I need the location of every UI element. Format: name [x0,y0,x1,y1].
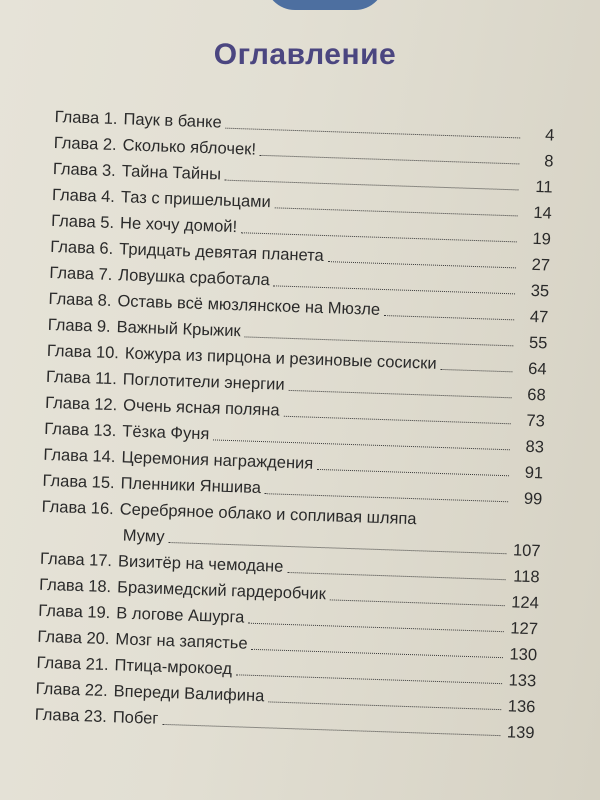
chapter-title: Важный Крыжик [116,318,241,341]
chapter-title: Впереди Валифина [113,682,265,706]
toc-entry-label [47,316,241,341]
toc-entry-label [53,134,256,160]
page-number: 133 [508,671,537,691]
chapter-number: Глава 19. [37,601,111,623]
dot-leader [268,701,501,710]
chapter-number: Глава 21. [36,653,109,675]
chapter-number: Глава 2. [53,133,117,155]
dot-leader [213,439,510,450]
toc-entry-label [54,108,222,133]
chapter-title: Мозг на запястье [115,630,248,653]
toc-entry-label [51,212,238,237]
table-of-contents [34,106,554,746]
chapter-number: Глава 11. [45,367,118,389]
toc-entry-label [37,628,248,654]
dot-leader [251,649,503,658]
chapter-title: Пленники Яншива [120,474,262,498]
page-number: 107 [512,541,541,561]
chapter-title: Таз с пришельцами [120,188,272,212]
page-number: 83 [525,437,545,457]
page-number: 14 [533,203,553,223]
page-number: 68 [527,385,546,405]
chapter-title: Тайна Тайны [121,162,222,184]
toc-entry-label [38,602,245,628]
page-number: 139 [506,723,535,743]
chapter-number: Глава 16. [41,497,115,519]
page-number: 118 [513,567,540,587]
chapter-number: Глава 1. [54,107,118,129]
chapter-number: Глава 20. [37,627,110,649]
chapter-number: Глава 13. [43,419,117,441]
chapter-title: Не хочу домой! [119,214,238,237]
chapter-number: Глава 17. [39,549,113,571]
page-number: 99 [523,489,543,509]
dot-leader [244,336,513,346]
chapter-title: Оставь всё мюзлянское на Мюзле [117,292,381,319]
chapter-title: Очень ясная поляна [122,396,280,420]
chapter-title: Церемония награждения [121,448,314,473]
chapter-number: Глава 5. [50,211,115,233]
dot-leader [248,623,504,632]
page-number: 136 [507,697,536,717]
chapter-number: Глава 8. [48,289,112,310]
chapter-number: Глава 23. [34,705,108,727]
chapter-number: Глава 3. [52,159,117,181]
dot-leader [163,724,501,736]
chapter-title: Кожура из пирцона и резиновые сосиски [124,344,437,373]
page-number: 124 [510,593,540,613]
chapter-title: Серебряное облако и сопливая шляпа [119,500,417,529]
chapter-number: Глава 18. [38,575,112,597]
toc-entry-label [35,680,264,707]
chapter-title: Поглотители энергии [122,370,285,394]
chapter-number: Глава 22. [35,679,109,701]
page-number: 64 [527,359,547,379]
dot-leader [284,416,511,425]
toc-entry-label [40,550,284,577]
chapter-title: Визитёр на чемодане [117,552,284,576]
chapter-number: Глава 7. [49,263,113,284]
page-number: 130 [509,645,538,665]
chapter-title: Ловушка сработала [118,266,271,290]
toc-entry-label [44,420,210,444]
page-number: 27 [531,255,551,275]
page-number: 11 [535,177,553,197]
chapter-title: Птица-мрокоед [114,656,233,679]
chapter-title-continued: Муму [122,526,165,546]
chapter-title: Паук в банке [123,110,222,132]
dot-leader [289,390,512,398]
dot-leader [264,493,508,502]
chapter-title: Тёзка Фуня [122,422,210,444]
chapter-number: Глава 12. [44,393,118,415]
chapter-title: Сколько яблочек! [122,136,257,159]
page-number: 91 [524,463,544,483]
dot-leader [236,674,502,684]
chapter-number: Глава 6. [50,237,114,259]
page-number: 73 [526,411,546,431]
page-number: 47 [529,307,549,327]
toc-entry-label [53,160,222,185]
dot-leader [169,542,507,554]
top-illustration-fragment [265,0,385,10]
dot-leader [328,261,516,268]
chapter-number: Глава 14. [43,445,116,467]
chapter-title: В логове Ашурга [116,604,245,627]
chapter-title: Бразимедский гардеробчик [116,578,327,604]
chapter-number: Глава 10. [46,341,120,363]
dot-leader [241,232,517,242]
dot-leader [440,369,512,372]
toc-entry-label [36,654,232,679]
chapter-number: Глава 4. [51,185,116,207]
page-number: 8 [543,152,554,171]
dot-leader [288,572,506,580]
dot-leader [259,155,519,165]
chapter-title: Тридцать девятая планета [118,240,324,265]
page-number: 55 [528,333,548,353]
chapter-title: Побег [112,708,159,728]
toc-entry-label [52,186,271,212]
toc-entry-label [42,472,261,498]
dot-leader [225,180,519,191]
page-title: Оглавление [213,38,397,71]
page-number: 35 [530,281,550,301]
chapter-number: Глава 15. [42,471,115,493]
dot-leader [225,128,520,139]
toc-entry-label [34,706,158,729]
dot-leader [330,599,505,606]
dot-leader [384,315,514,320]
page-number: 19 [532,229,552,249]
dot-leader [275,207,518,216]
toc-entry-label [45,394,280,421]
toc-entry-label [46,368,285,395]
dot-leader [273,285,515,294]
toc-entry-label [49,264,270,290]
chapter-number: Глава 9. [47,315,111,336]
page-number: 4 [544,126,555,145]
dot-leader [317,469,509,476]
page-number: 127 [510,619,539,639]
